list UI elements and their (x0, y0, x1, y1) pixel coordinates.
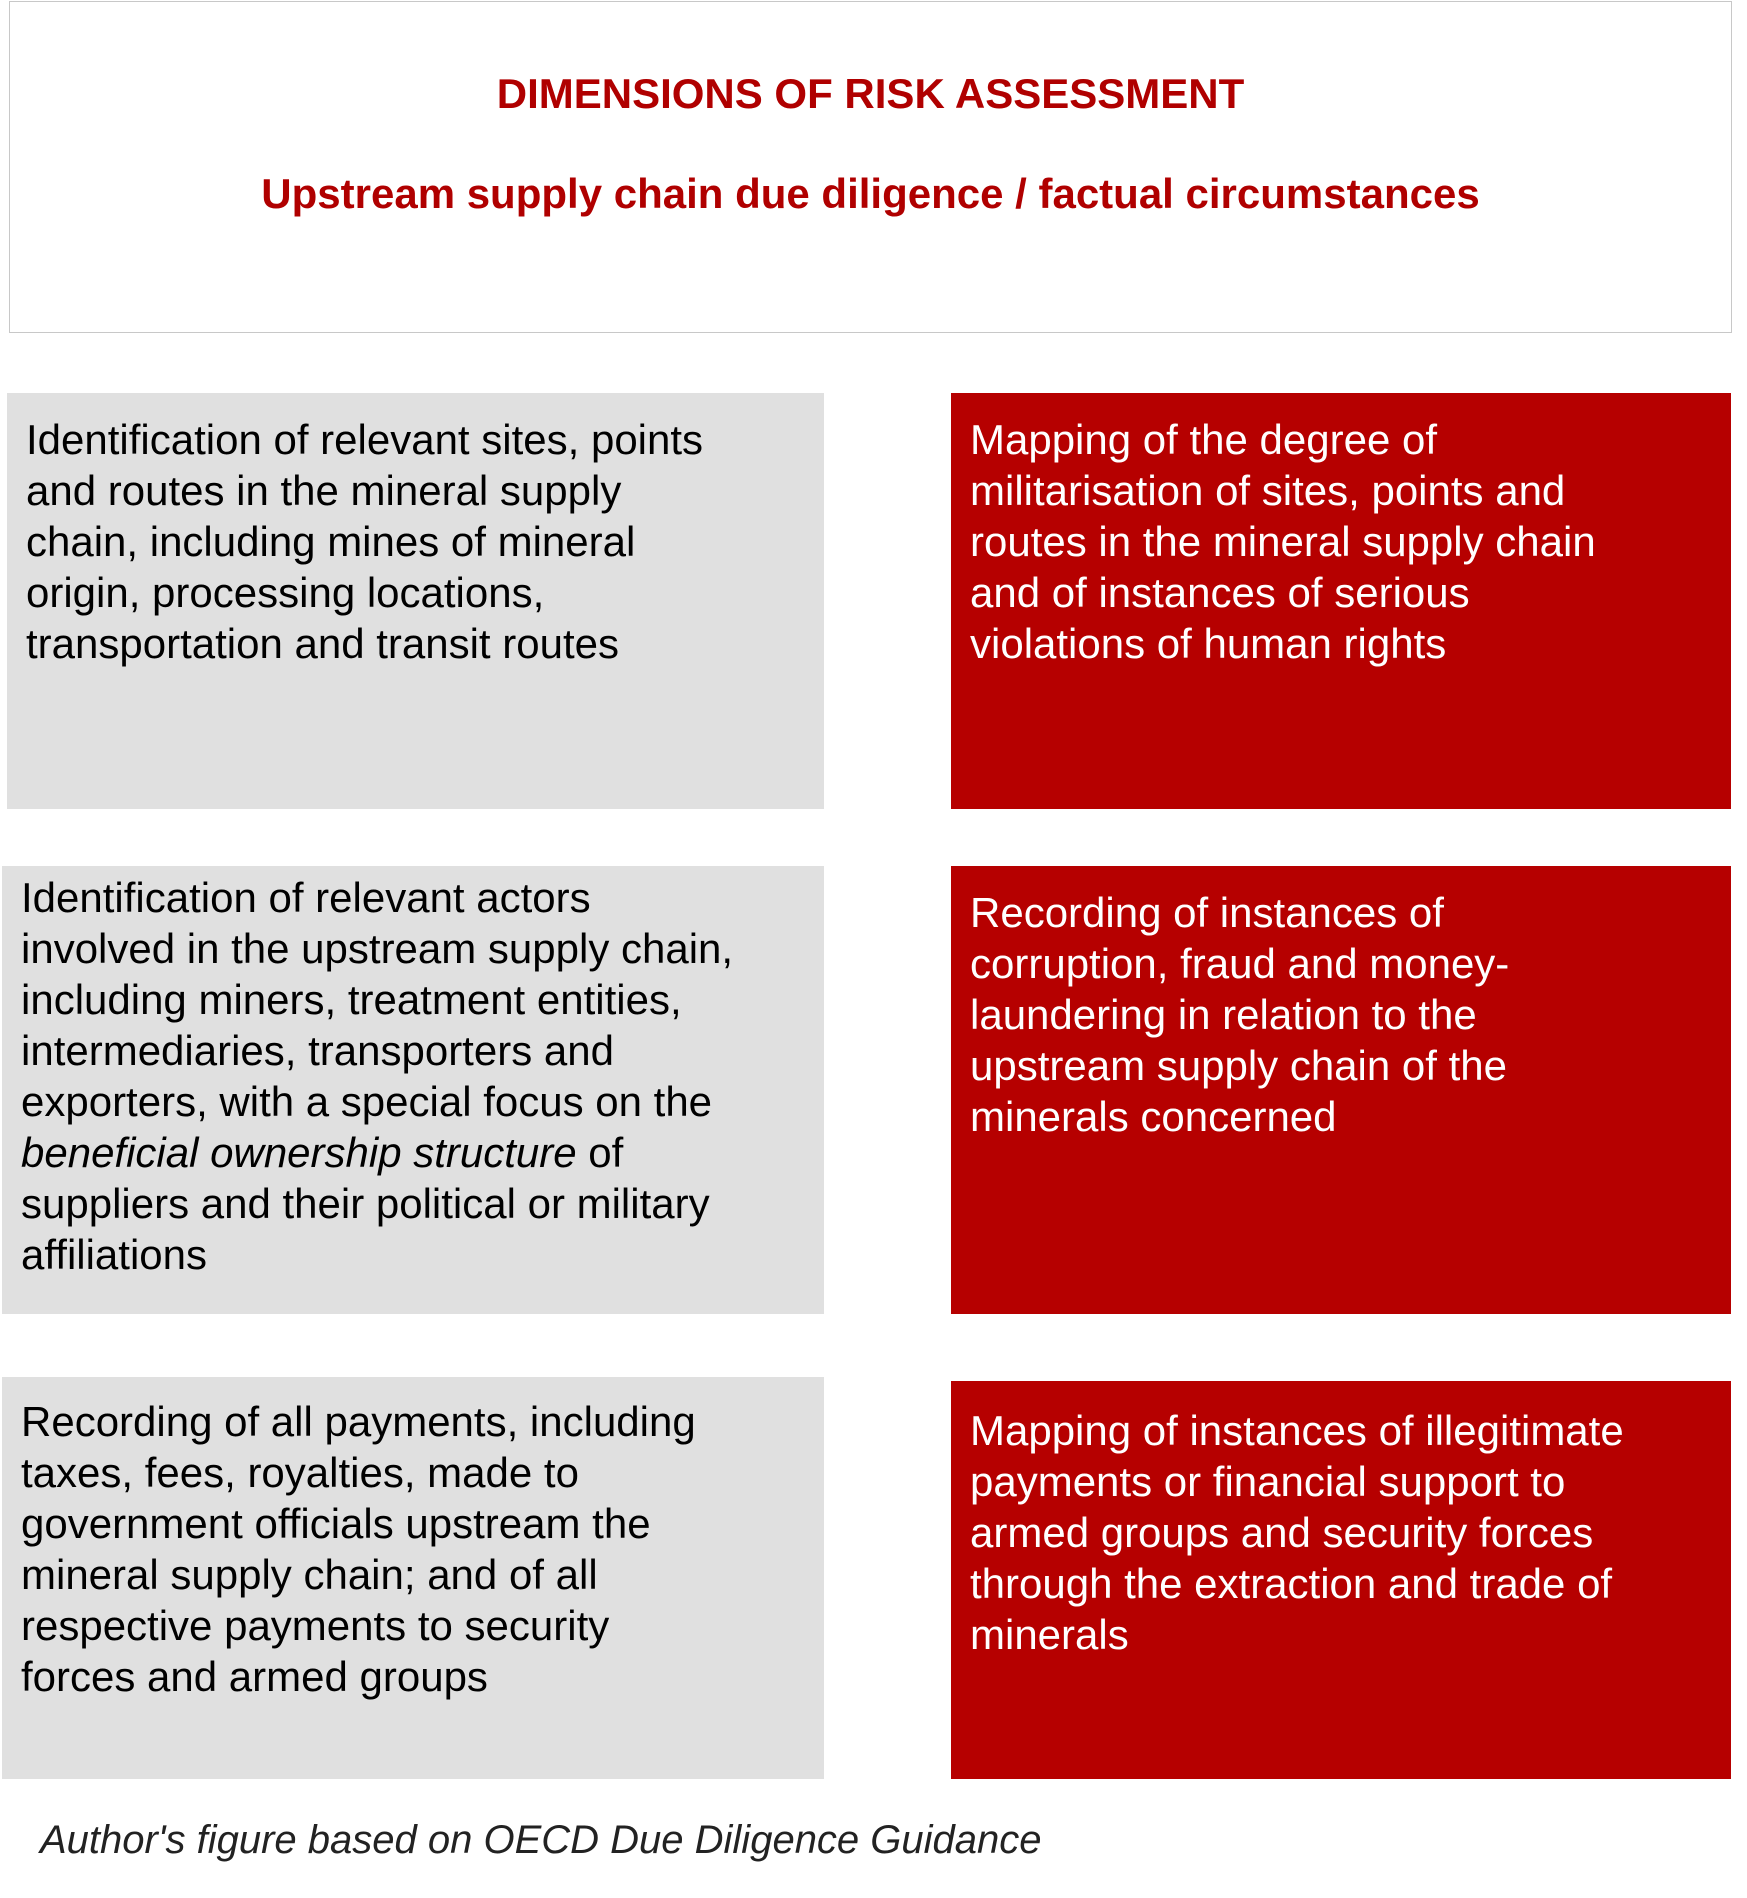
italic-phrase: beneficial ownership structure (21, 1129, 577, 1176)
diagram-subtitle: Upstream supply chain due diligence / factual circumstances (261, 170, 1480, 217)
box-text-line-mixed (21, 1127, 824, 1178)
dimension-box-illegitimate-payments (951, 1381, 1731, 1779)
box-text-line: upstream supply chain of the (970, 1042, 1507, 1089)
box-text-line: origin, processing locations, (26, 569, 545, 616)
box-text-line: minerals concerned (970, 1093, 1337, 1140)
box-text-line: respective payments to security (21, 1602, 610, 1649)
box-text-line: Mapping of the degree of (970, 416, 1438, 463)
box-text-line: through the extraction and trade of (970, 1560, 1613, 1607)
box-text-line: Recording of instances of (970, 889, 1444, 936)
box-text-line: affiliations (21, 1231, 208, 1278)
box-text-line: armed groups and security forces (970, 1509, 1594, 1556)
box-text-line: Identification of relevant actors (21, 874, 591, 921)
box-text-line: routes in the mineral supply chain (970, 518, 1596, 565)
box-text-line: involved in the upstream supply chain, (21, 925, 734, 972)
header-box (9, 1, 1732, 333)
box-text-line: taxes, fees, royalties, made to (21, 1449, 579, 1496)
box-text-line: Recording of all payments, including (21, 1398, 696, 1445)
box-text-line: Mapping of instances of illegitimate (970, 1407, 1624, 1454)
dimension-box-militarisation (951, 393, 1731, 809)
after-italic-text: of (576, 1129, 624, 1176)
box-text-line: including miners, treatment entities, (21, 976, 682, 1023)
dimension-box-corruption (951, 866, 1731, 1314)
box-text-line: intermediaries, transporters and (21, 1027, 614, 1074)
box-text-line: government officials upstream the (21, 1500, 651, 1547)
box-text-line: Identification of relevant sites, points (26, 416, 704, 463)
box-text-line: laundering in relation to the (970, 991, 1477, 1038)
box-text-line: mineral supply chain; and of all (21, 1551, 598, 1598)
box-text-line: minerals (970, 1611, 1129, 1658)
dimension-box-payments (2, 1377, 824, 1779)
box-text-line: suppliers and their political or military (21, 1180, 710, 1227)
box-text-line: and of instances of serious (970, 569, 1470, 616)
diagram-title: DIMENSIONS OF RISK ASSESSMENT (496, 70, 1245, 117)
box-text-line: transportation and transit routes (26, 620, 620, 667)
box-text-line: chain, including mines of mineral (26, 518, 636, 565)
box-text-line: forces and armed groups (21, 1653, 488, 1700)
dimension-box-sites (7, 393, 824, 809)
dimension-box-actors (2, 866, 824, 1314)
box-text-line: corruption, fraud and money- (970, 940, 1510, 987)
box-text-line: and routes in the mineral supply (26, 467, 622, 514)
box-text-line: exporters, with a special focus on the (21, 1078, 713, 1125)
figure-caption: Author's figure based on OECD Due Diligence Guidance (40, 1818, 1042, 1862)
box-text-line: payments or financial support to (970, 1458, 1566, 1505)
box-text-line: militarisation of sites, points and (970, 467, 1566, 514)
box-text-line: violations of human rights (970, 620, 1447, 667)
